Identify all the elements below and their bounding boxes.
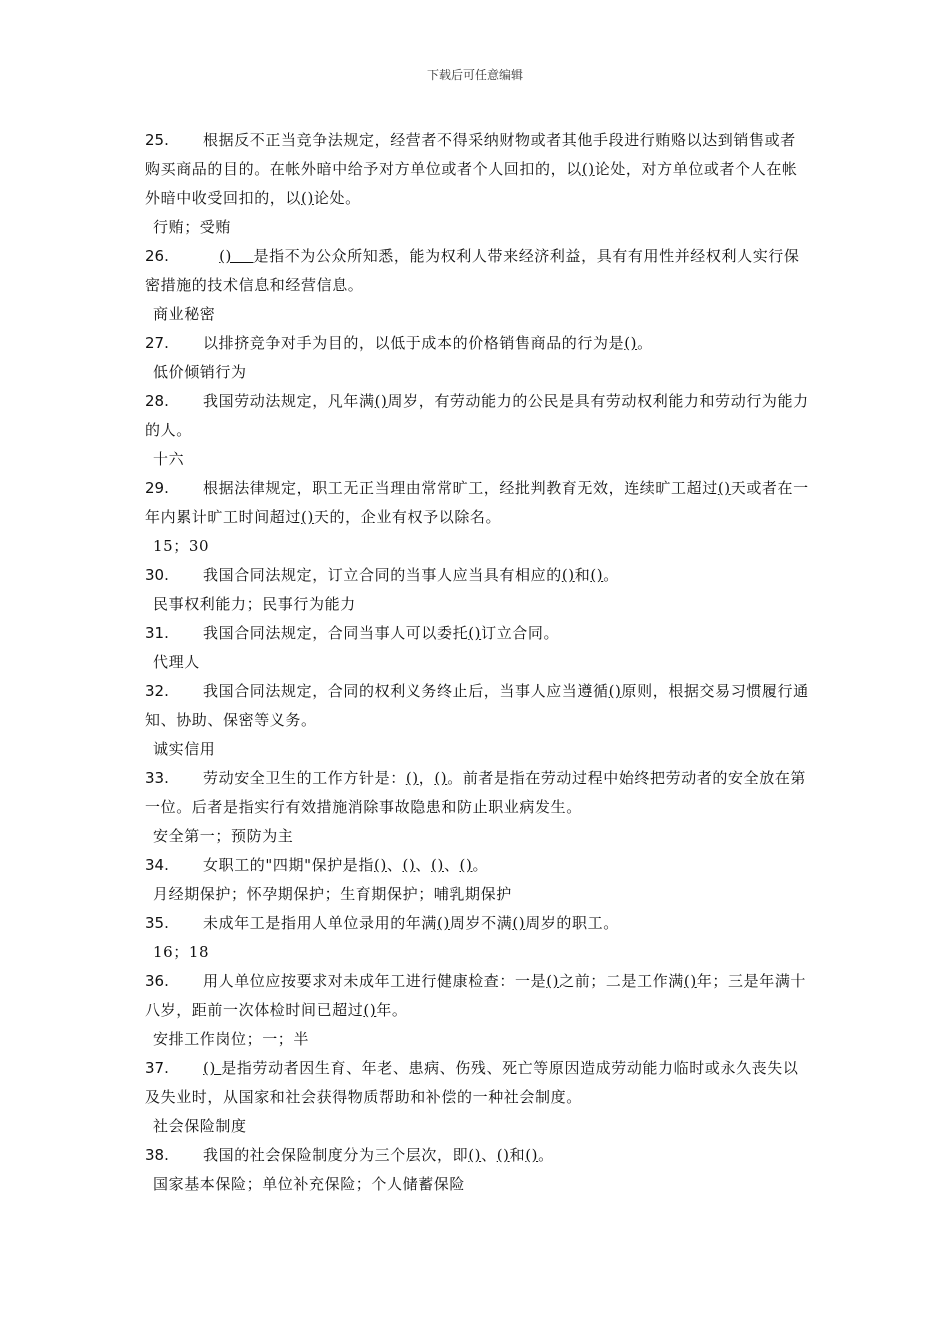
question-segment: 。前者是指在劳动过程中始终把劳动者的安全放在第一位。后者是指实行有效措施消除事故隐患和防止职业病发生。: [145, 769, 807, 816]
question-segment: 原则，根据交易习惯履行通知、协助、保密等义务。: [145, 682, 809, 729]
question-segment: 我国劳动法规定，凡年满: [203, 392, 375, 410]
answer-text: 16；18: [153, 943, 210, 961]
question-text: [145, 967, 810, 1025]
blank: (): [468, 1146, 482, 1164]
question-segment: 和: [509, 1146, 526, 1164]
question-segment: 用人单位应按要求对未成年工进行健康检查：一是: [203, 972, 547, 990]
question-text: [145, 1054, 810, 1112]
question-text: [145, 851, 810, 880]
blank: (): [431, 856, 444, 874]
question-number: 28.: [145, 392, 169, 410]
blank: (): [608, 682, 622, 700]
answer-text: 商业秘密: [153, 305, 216, 323]
answer-text: 月经期保护；怀孕期保护；生育期保护；哺乳期保护: [153, 885, 512, 903]
question-segment: 、: [481, 1146, 497, 1164]
blank: (): [374, 856, 387, 874]
question-number: 29.: [145, 479, 169, 497]
question-segment: 劳动安全卫生的工作方针是：: [203, 769, 406, 787]
blank: (): [301, 508, 314, 526]
question-segment: 和: [574, 566, 591, 584]
question-segment: 根据反不正当竞争法规定，经营者不得采纳财物或者其他手段进行贿赂以达到销售或者购买商品的目的。在帐外暗中给予对方单位或者个人回扣的，以: [145, 131, 796, 178]
question-number: 25.: [145, 131, 169, 149]
question-text: [145, 1141, 810, 1170]
answer-text: 民事权利能力；民事行为能力: [153, 595, 356, 613]
blank: (): [374, 392, 388, 410]
question-segment: 我国的社会保险制度分为三个层次，即: [203, 1146, 469, 1164]
question-segment: 周岁的职工。: [525, 914, 619, 932]
question-text: [145, 677, 810, 735]
question-segment: 是指劳动者因生育、年老、患病、伤残、死亡等原因造成劳动能力临时或永久丧失以及失业时，从国家和社会获得物质帮助和补偿的一种社会制度。: [145, 1059, 799, 1106]
blank: (): [525, 1146, 539, 1164]
question-segment: 我国合同法规定，订立合同的当事人应当具有相应的: [203, 566, 562, 584]
question-number: 31.: [145, 624, 169, 642]
blank: (): [590, 566, 604, 584]
question-number: 38.: [145, 1146, 169, 1164]
blank: (): [468, 624, 482, 642]
answer-text: 代理人: [153, 653, 200, 671]
question-number: 37.: [145, 1059, 169, 1077]
question-text: [145, 909, 810, 938]
blank: (): [717, 479, 731, 497]
question-segment: 论处。: [313, 189, 361, 207]
answer-text: 行贿；受贿: [153, 218, 232, 236]
answer-text: 诚实信用: [153, 740, 216, 758]
question-segment: 订立合同。: [481, 624, 560, 642]
question-segment: 年；三是年满十八岁，距前一次体检时间已超过: [145, 972, 807, 1019]
blank: (): [402, 856, 416, 874]
question-number: 35.: [145, 914, 169, 932]
question-segment: 之前；二是工作满: [559, 972, 684, 990]
blank: (): [203, 1059, 222, 1077]
question-segment: 、: [415, 856, 432, 874]
question-text: [145, 561, 810, 590]
question-number: 36.: [145, 972, 169, 990]
answer-text: 15；30: [153, 537, 210, 555]
blank: (): [434, 769, 448, 787]
question-segment: 周岁不满: [449, 914, 513, 932]
blank: (): [459, 856, 473, 874]
blank: (): [363, 1001, 377, 1019]
question-text: [145, 387, 810, 445]
question-number: 33.: [145, 769, 169, 787]
question-segment: 论处，对方单位或者个人在帐外暗中收受回扣的，以: [145, 160, 798, 207]
blank: (): [624, 334, 638, 352]
blank: (): [496, 1146, 510, 1164]
question-segment: 天的，企业有权予以除名。: [313, 508, 502, 526]
blank: (): [301, 189, 314, 207]
question-segment: 是指不为公众所知悉，能为权利人带来经济利益，具有有用性并经权利人实行保密措施的技术信息和经营信息。: [145, 247, 800, 294]
question-number: 27.: [145, 334, 169, 352]
question-segment: [203, 247, 219, 265]
blank: (): [219, 247, 254, 265]
question-segment: 、: [443, 856, 460, 874]
blank: (): [546, 972, 560, 990]
question-segment: 。: [538, 1146, 554, 1164]
question-number: 34.: [145, 856, 169, 874]
answer-text: 十六: [153, 450, 185, 468]
question-segment: 未成年工是指用人单位录用的年满: [203, 914, 438, 932]
question-segment: 以排挤竞争对手为目的，以低于成本的价格销售商品的行为是: [203, 334, 625, 352]
question-segment: 女职工的"四期"保护是指: [203, 856, 374, 874]
answer-text: 低价倾销行为: [153, 363, 247, 381]
blank: (): [405, 769, 419, 787]
answer-text: 社会保险制度: [153, 1117, 247, 1135]
question-segment: 年。: [376, 1001, 408, 1019]
question-number: 30.: [145, 566, 169, 584]
blank: (): [561, 566, 575, 584]
blank: (): [512, 914, 526, 932]
question-text: [145, 126, 810, 213]
question-text: [145, 764, 810, 822]
answer-text: 国家基本保险；单位补充保险；个人储蓄保险: [153, 1175, 466, 1193]
question-segment: 。: [603, 566, 619, 584]
question-segment: ，: [418, 769, 435, 787]
question-segment: 我国合同法规定，合同当事人可以委托: [203, 624, 469, 642]
question-number: 26.: [145, 247, 169, 265]
blank: (): [437, 914, 450, 932]
answer-text: 安全第一；预防为主: [153, 827, 294, 845]
question-segment: 、: [386, 856, 403, 874]
blank: (): [581, 160, 595, 178]
question-segment: 我国合同法规定，合同的权利义务终止后，当事人应当遵循: [203, 682, 609, 700]
question-segment: 。: [637, 334, 653, 352]
question-segment: 。: [472, 856, 489, 874]
question-segment: 周岁，有劳动能力的公民是具有劳动权利能力和劳动行为能力的人。: [145, 392, 809, 439]
question-text: [145, 242, 810, 300]
page-header: 下载后可任意编辑: [426, 68, 523, 82]
question-number: 32.: [145, 682, 169, 700]
question-segment: 根据法律规定，职工无正当理由常常旷工，经批判教育无效，连续旷工超过: [203, 479, 718, 497]
blank: (): [683, 972, 697, 990]
question-segment: 天或者在一年内累计旷工时间超过: [145, 479, 809, 526]
question-text: [145, 619, 810, 648]
answer-text: 安排工作岗位；一；半: [153, 1030, 310, 1048]
question-list: [145, 126, 810, 1199]
question-text: [145, 329, 810, 358]
question-text: [145, 474, 810, 532]
